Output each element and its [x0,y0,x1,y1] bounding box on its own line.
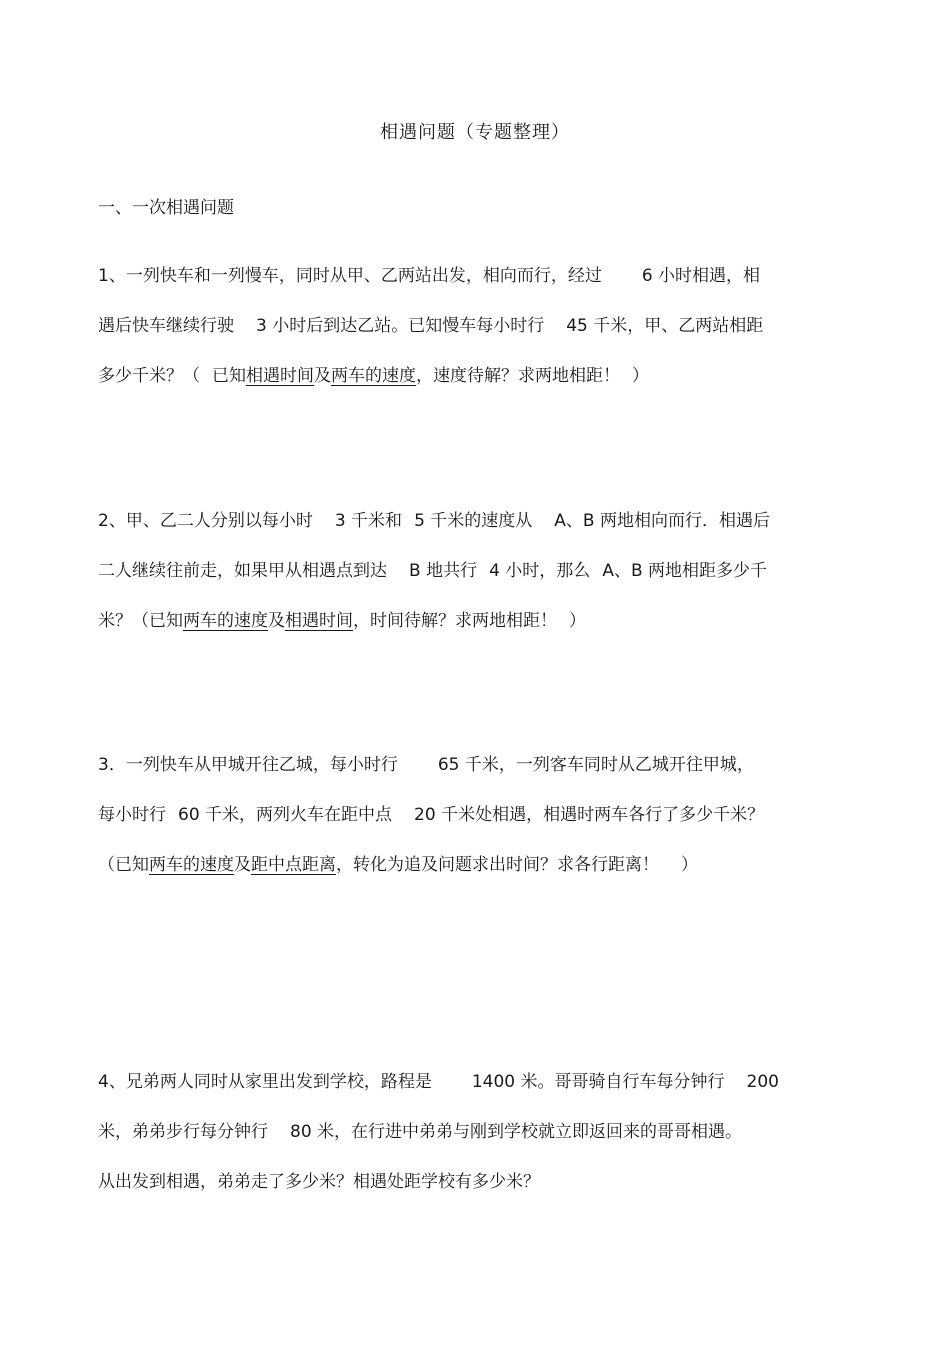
underlined-term: 相遇时间 [246,366,314,386]
q3-line-1: 3．一列快车从甲城开往乙城，每小时行 65 千米，一列客车同时从乙城开往甲城， [98,755,754,775]
q4-line-3: 从出发到相遇，弟弟走了多少米？相遇处距学校有多少米？ [98,1172,540,1192]
q2-line-2: 二人继续往前走，如果甲从相遇点到达 B 地共行 4 小时，那么 A、B 两地相距多少千 [98,561,768,581]
q2-line-3: 米？（已知两车的速度及相遇时间，时间待解？求两地相距！ ） [98,611,586,631]
q3-line-3: （已知两车的速度及距中点距离，转化为追及问题求出时间？求各行距离！ ） [98,855,698,875]
underlined-term: 两车的速度 [183,611,268,631]
underlined-term: 两车的速度 [149,855,234,875]
q1-line-2: 遇后快车继续行驶 3 小时后到达乙站。已知慢车每小时行 45 千米，甲、乙两站相距 [98,316,764,336]
q3-line-2: 每小时行 60 千米，两列火车在距中点 20 千米处相遇，相遇时两车各行了多少千米？ [98,805,765,825]
q4-line-1: 4、兄弟两人同时从家里出发到学校，路程是 1400 米。哥哥骑自行车每分钟行 200 [98,1072,779,1092]
q2-line-1: 2、甲、乙二人分别以每小时 3 千米和 5 千米的速度从 A、B 两地相向而行．相遇后 [98,511,770,531]
q1-line-1: 1、一列快车和一列慢车，同时从甲、乙两站出发，相向而行，经过 6 小时相遇，相 [98,266,761,286]
underlined-term: 相遇时间 [285,611,353,631]
q4-line-2: 米，弟弟步行每分钟行 80 米，在行进中弟弟与刚到学校就立即返回来的哥哥相遇。 [98,1122,743,1142]
q1-line-3: 多少千米？（ 已知相遇时间及两车的速度，速度待解？求两地相距！ ） [98,366,649,386]
underlined-term: 距中点距离 [251,855,336,875]
page-title: 相遇问题（专题整理） [380,122,570,143]
section-heading: 一、一次相遇问题 [98,198,234,218]
underlined-term: 两车的速度 [331,366,416,386]
